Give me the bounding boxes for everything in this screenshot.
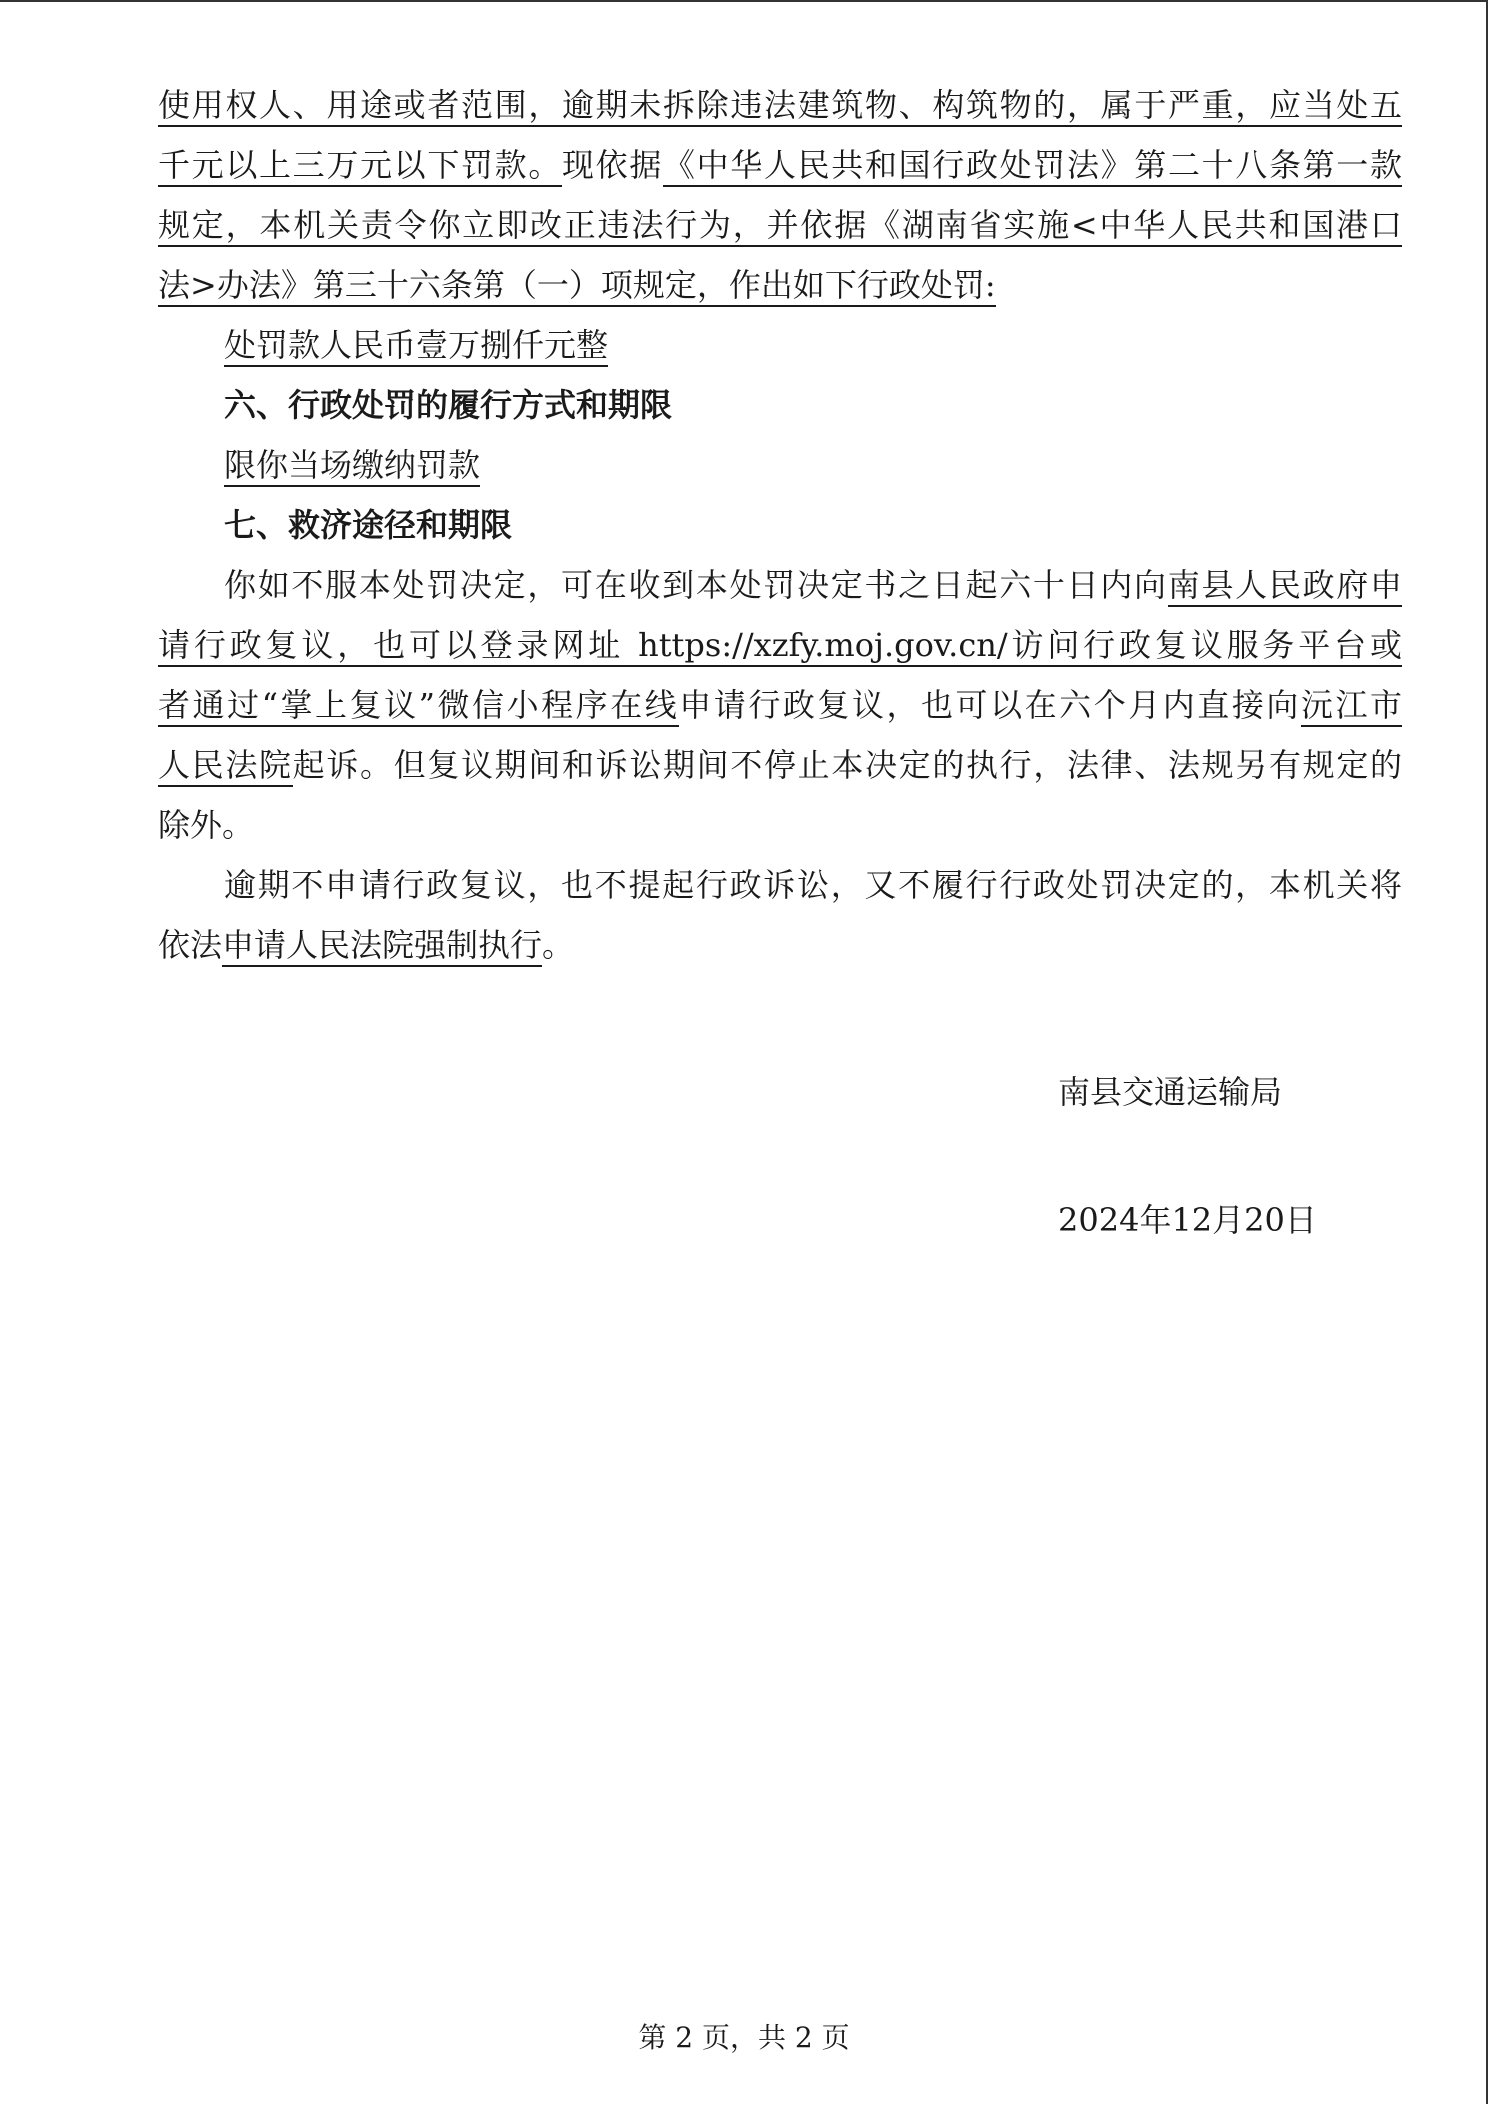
text-line [158,255,1402,315]
underlined-text: 《湖南省实施<中华人民共和国港口 [868,206,1402,247]
plain-text: 现依据 [561,146,663,184]
issuing-organization: 南县交通运输局 [1058,1073,1283,1111]
payment-method: 限你当场缴纳罚款 [224,446,480,487]
underlined-text: 申请人民法院强制执行 [222,926,542,967]
plain-text: 你如不服本处罚决定，可在收到本处罚决定书之日起六十日内向 [224,566,1168,604]
text-line [158,675,1402,735]
plain-text: 逾期不申请行政复议，也不提起行政诉讼，又不履行行政处罚决定的，本机关将 [224,866,1402,904]
text-line [158,135,1402,195]
text-line [158,855,1402,915]
plain-text: 申请行政复议，也可以在六个月内直接向 [679,686,1301,724]
text-line [158,615,1402,675]
underlined-text: 沅江市 [1301,686,1402,727]
underlined-text: 者通过“掌上复议”微信小程序在线 [158,686,679,727]
underlined-text: 千元以上三万元以下罚款。 [158,146,562,187]
underlined-text: 《中华人民共和国行政处罚法》 [663,146,1134,187]
payment-line [158,435,1402,495]
underlined-text: 人民法院 [158,746,293,787]
text-line [158,795,1402,855]
plain-text: 。 [542,926,575,964]
underlined-text: 南县人民政府申 [1168,566,1402,607]
underlined-text: 请行政复议，也可以登录网址 https://xzfy.moj.gov.cn/访问行政复议服务平台或 [158,626,1402,667]
text-line [158,555,1402,615]
text-line [158,75,1402,135]
plain-text: 依法 [158,926,223,964]
plain-text: 起诉。但复议期间和诉讼期间不停止本决定的执行，法律、法规另有规定的 [292,746,1402,784]
penalty-amount: 处罚款人民币壹万捌仟元整 [224,326,608,367]
underlined-text: 第二十八条第一款 [1134,146,1402,187]
underlined-text: 法>办法》 [158,266,313,307]
text-line [158,915,1402,975]
issue-date: 2024年12月20日 [1058,1201,1317,1239]
penalty-line [158,315,1402,375]
underlined-text: 第三十六条第（一）项规定，作出如下行政处罚: [313,266,996,307]
text-line [158,735,1402,795]
document-body [158,75,1402,975]
underlined-text: 规定，本机关责令你立即改正违法行为，并依据 [158,206,868,247]
text-line [158,195,1402,255]
plain-text: 除外。 [158,806,255,844]
section-heading: 六、行政处罚的履行方式和期限 [224,386,673,424]
section-heading: 七、救济途径和期限 [224,506,513,544]
page-footer: 第 2 页，共 2 页 [638,2021,850,2054]
underlined-text: 使用权人、用途或者范围，逾期未拆除违法建筑物、构筑物的，属于严重，应当处五 [158,86,1402,127]
